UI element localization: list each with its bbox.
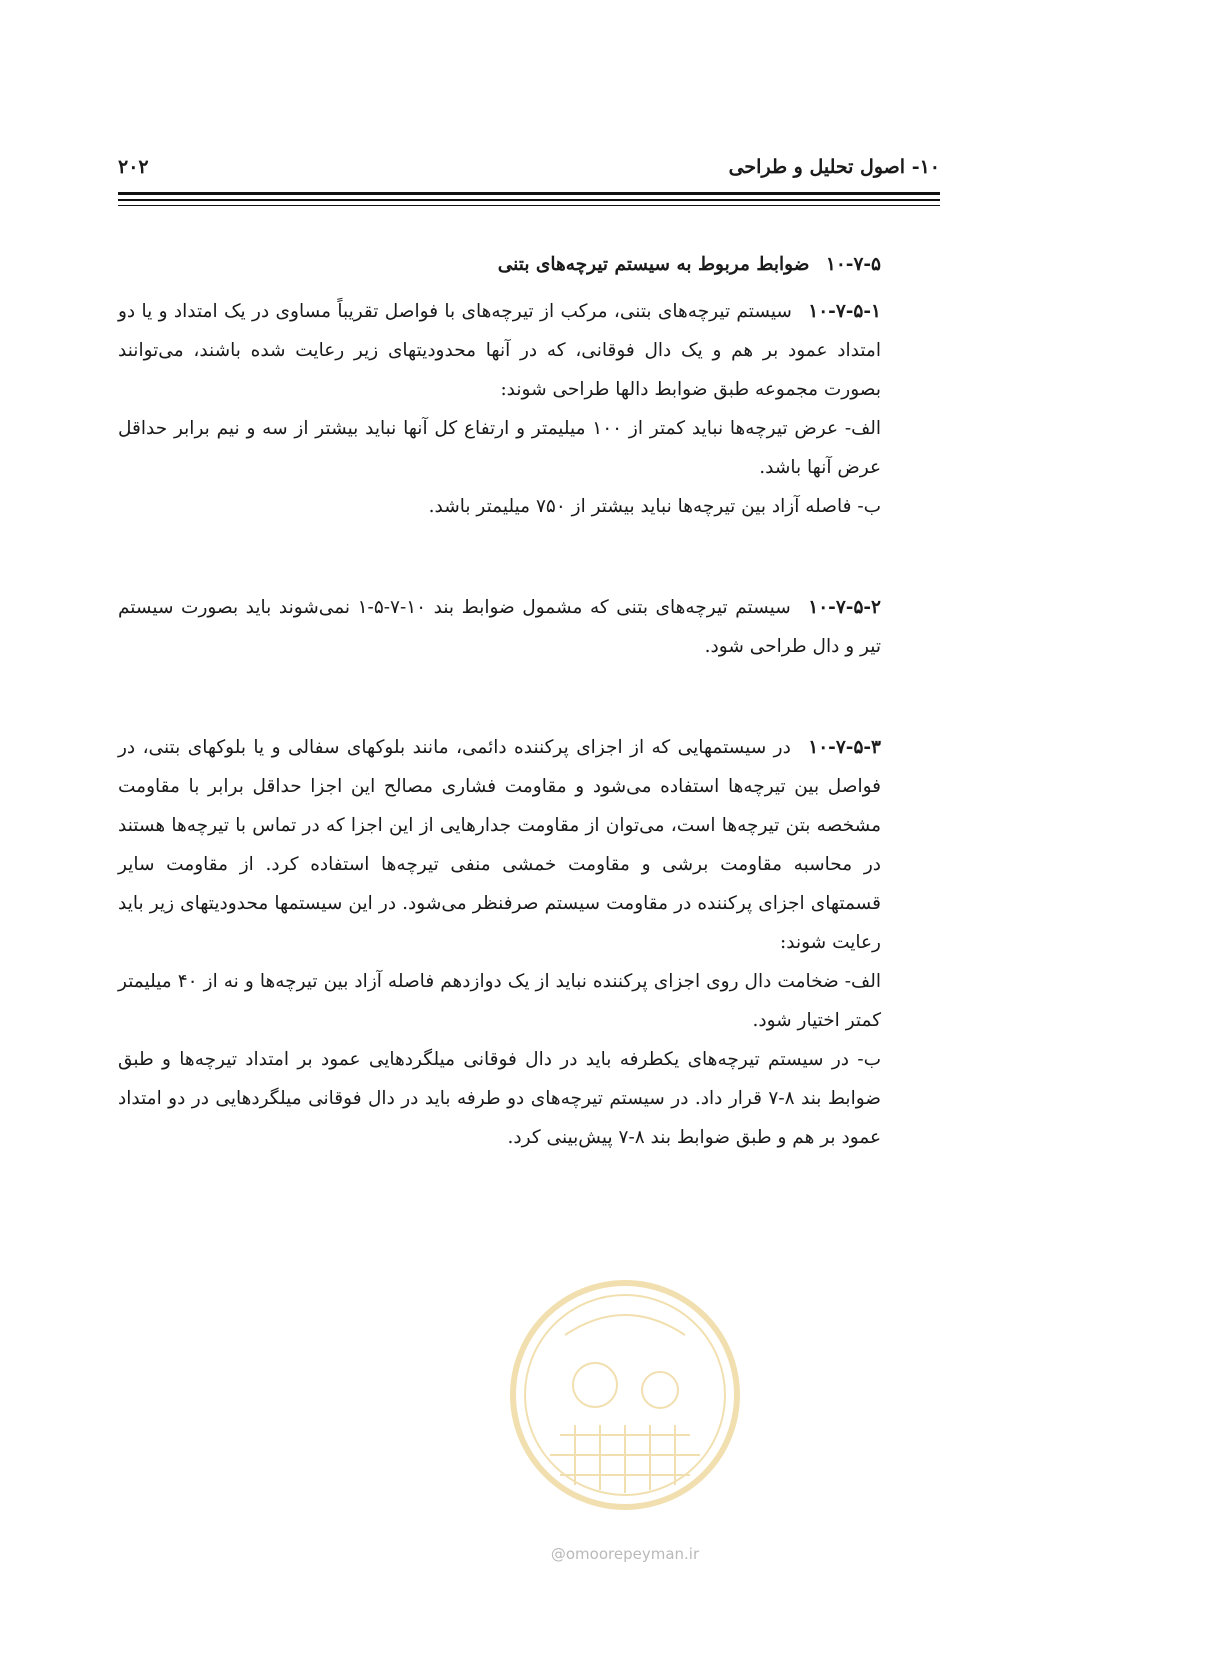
- clause-2: [118, 588, 881, 666]
- header-rule-thick: [118, 192, 940, 195]
- running-header: [118, 150, 940, 186]
- watermark-seal-icon: [505, 1275, 745, 1515]
- clause-text: سیستم تیرچه‌های بتنی که مشمول ضوابط بند ۱۰-۷-۵-۱ نمی‌شوند باید بصورت سیستم تیر و دال طراحی شود.: [118, 597, 881, 657]
- clause-3: [118, 728, 881, 962]
- watermark-caption: @omoorepeyman.ir: [550, 1545, 700, 1563]
- clause-1-item-b: ب- فاصله آزاد بین تیرچه‌ها نباید بیشتر از ۷۵۰ میلیمتر باشد.: [428, 496, 881, 517]
- section-number: ۱۰-۷-۵: [825, 254, 881, 275]
- page-number: ۲۰۲: [118, 156, 149, 178]
- clause-text: سیستم تیرچه‌های بتنی، مرکب از تیرچه‌های با فواصل تقریباً مساوی در یک امتداد و یا دو امتداد عمود بر هم و یک دال فوقانی، که در آنها محدودیتهای زیر رعایت شده باشند، می‌توانند بصورت مجموعه طبق ضوابط دالها طراحی شوند:: [118, 301, 881, 400]
- section-title: ضوابط مربوط به سیستم تیرچه‌های بتنی: [497, 254, 810, 275]
- clause-1: [118, 292, 881, 409]
- clause-3-item-b: ب- در سیستم تیرچه‌های یکطرفه باید در دال فوقانی میلگردهایی عمود بر امتداد تیرچه‌ها و طبق ضوابط بند ۸-۷ قرار داد. در سیستم تیرچه‌های دو طرفه باید در دال فوقانی میلگردهایی در دو امتداد عمود بر هم و طبق ضوابط بند ۸-۷ پیش‌بینی کرد.: [118, 1049, 881, 1148]
- header-rule-medium: [118, 199, 940, 201]
- clause-text: در سیستمهایی که از اجزای پرکننده دائمی، مانند بلوکهای سفالی و یا بلوکهای بتنی، در فواصل بین تیرچه‌ها استفاده می‌شود و مقاومت فشاری مصالح این اجزا حداقل برابر با مقاومت مشخصه بتن تیرچه‌ها است، می‌توان از مقاومت جدارهایی از این اجزا که در تماس با تیرچه‌ها هستند در محاسبه مقاومت برشی و مقاومت خمشی منفی تیرچه‌ها استفاده کرد. از مقاومت سایر قسمتهای اجزای پرکننده در مقاومت سیستم صرفنظر می‌شود. در این سیستمها محدودیتهای زیر باید رعایت شوند:: [118, 737, 881, 953]
- clause-number: ۱۰-۷-۵-۲: [808, 597, 881, 618]
- clause-3-item-a: الف- ضخامت دال روی اجزای پرکننده نباید از یک دوازدهم فاصله آزاد بین تیرچه‌ها و نه از ۴۰ میلیمتر کمتر اختیار شود.: [118, 971, 881, 1031]
- clause-number: ۱۰-۷-۵-۳: [808, 737, 881, 758]
- body-text: [118, 245, 881, 1157]
- clause-number: ۱۰-۷-۵-۱: [808, 301, 881, 322]
- chapter-title: ۱۰- اصول تحلیل و طراحی: [728, 156, 940, 178]
- section-heading: [118, 245, 881, 284]
- header-rule-thin: [118, 205, 940, 206]
- clause-1-item-a: الف- عرض تیرچه‌ها نباید کمتر از ۱۰۰ میلیمتر و ارتفاع کل آنها نباید بیشتر از سه و نیم برابر حداقل عرض آنها باشد.: [118, 418, 881, 478]
